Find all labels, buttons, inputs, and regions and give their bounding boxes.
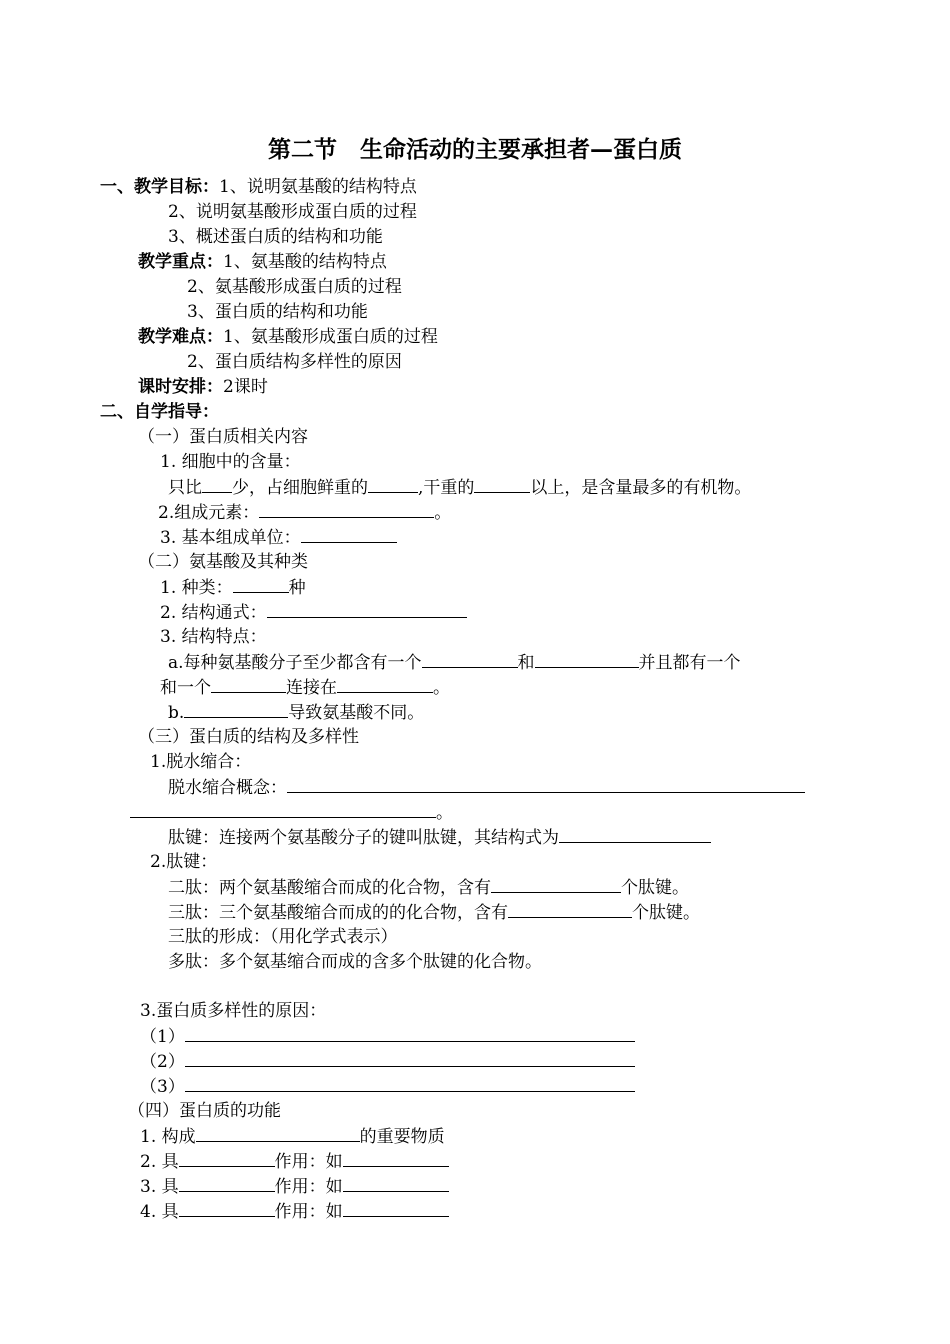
tripeptide-line bbox=[168, 901, 700, 924]
fill-blank[interactable] bbox=[508, 901, 632, 918]
text-segment: 2. 结构通式： bbox=[160, 603, 267, 623]
text-segment: 三肽：三个氨基酸缩合而成的的化合物，含有 bbox=[168, 903, 508, 923]
concept-line-continued bbox=[130, 801, 453, 824]
key-points-heading: 教学重点： bbox=[138, 252, 223, 272]
teaching-key-points bbox=[138, 251, 387, 273]
part-4-heading: （四）蛋白质的功能 bbox=[128, 1101, 281, 1121]
part-2-heading: （二）氨基酸及其种类 bbox=[138, 552, 308, 572]
text-segment: 4. 具 bbox=[140, 1202, 179, 1222]
section-2-heading: 二、自学指导： bbox=[100, 402, 219, 422]
content-item: 1. 细胞中的含量： bbox=[160, 452, 301, 472]
feature-b bbox=[168, 701, 424, 724]
fill-blank[interactable] bbox=[343, 1175, 449, 1192]
fill-blank[interactable] bbox=[179, 1150, 275, 1167]
text-segment: 3. 基本组成单位： bbox=[160, 528, 301, 548]
fill-blank[interactable] bbox=[185, 1050, 635, 1067]
text-segment: 。 bbox=[434, 503, 452, 523]
fill-blank[interactable] bbox=[211, 676, 286, 693]
feature-a bbox=[168, 651, 741, 674]
function-4 bbox=[140, 1200, 449, 1223]
function-2 bbox=[140, 1150, 449, 1173]
fill-blank[interactable] bbox=[343, 1150, 449, 1167]
function-1 bbox=[140, 1125, 445, 1148]
difficulties-heading: 教学难点： bbox=[138, 327, 223, 347]
fill-blank[interactable] bbox=[233, 576, 289, 593]
polypeptide-line: 多肽：多个氨基缩合而成的含多个肽键的化合物。 bbox=[168, 952, 542, 972]
text-segment: 3. 具 bbox=[140, 1177, 179, 1197]
text-segment: 导致氨基酸不同。 bbox=[288, 703, 425, 723]
text-segment: 个肽键。 bbox=[632, 903, 700, 923]
text-segment: 种 bbox=[288, 578, 306, 598]
class-hours-heading: 课时安排： bbox=[138, 377, 223, 397]
goal-1: 1、说明氨基酸的结构特点 bbox=[219, 177, 417, 197]
fill-blank[interactable] bbox=[337, 676, 433, 693]
fill-blank[interactable] bbox=[474, 476, 530, 493]
text-segment: 作用：如 bbox=[274, 1177, 343, 1197]
goal-3: 3、概述蛋白质的结构和功能 bbox=[168, 227, 383, 247]
types-item bbox=[160, 576, 306, 599]
part-1-heading: （一）蛋白质相关内容 bbox=[138, 427, 308, 447]
text-segment: 少，占细胞鲜重的 bbox=[232, 478, 368, 498]
text-segment: （3） bbox=[140, 1077, 185, 1097]
goal-2: 2、说明氨基酸形成蛋白质的过程 bbox=[168, 202, 417, 222]
page-title: 第二节 生命活动的主要承担者—蛋白质 bbox=[268, 136, 682, 163]
reason-2 bbox=[140, 1050, 635, 1073]
fill-blank[interactable] bbox=[259, 501, 434, 518]
text-segment: a.每种氨基酸分子至少都含有一个 bbox=[168, 653, 422, 673]
fill-blank[interactable] bbox=[535, 651, 639, 668]
reason-1 bbox=[140, 1025, 635, 1048]
text-segment: 只比 bbox=[168, 478, 202, 498]
text-segment: 个肽键。 bbox=[621, 878, 689, 898]
fill-blank[interactable] bbox=[368, 476, 418, 493]
text-segment: 和一个 bbox=[160, 678, 211, 698]
text-segment: 2. 具 bbox=[140, 1152, 179, 1172]
dipeptide-line bbox=[168, 876, 689, 899]
fill-blank[interactable] bbox=[202, 476, 232, 493]
fill-blank[interactable] bbox=[179, 1200, 275, 1217]
text-segment: 和 bbox=[517, 653, 535, 673]
fill-blank[interactable] bbox=[185, 1025, 635, 1042]
text-segment: 。 bbox=[433, 678, 450, 698]
text-segment: 1. 种类： bbox=[160, 578, 233, 598]
text-segment: 的重要物质 bbox=[359, 1127, 445, 1147]
text-segment: 并且都有一个 bbox=[638, 653, 741, 673]
fill-blank[interactable] bbox=[196, 1125, 360, 1142]
key-point-1: 1、氨基酸的结构特点 bbox=[223, 252, 387, 272]
text-segment: 脱水缩合概念： bbox=[168, 778, 287, 798]
class-hours bbox=[138, 376, 268, 398]
text-segment: 二肽：两个氨基酸缩合而成的化合物，含有 bbox=[168, 878, 491, 898]
key-point-3: 3、蛋白质的结构和功能 bbox=[187, 302, 368, 322]
section-1-heading: 一、教学目标： bbox=[100, 177, 219, 197]
fill-blank[interactable] bbox=[343, 1200, 449, 1217]
concept-line bbox=[168, 776, 805, 799]
text-segment: ,干重的 bbox=[418, 478, 475, 498]
teaching-difficulties bbox=[138, 326, 438, 348]
content-sentence bbox=[168, 476, 751, 499]
difficulty-2: 2、蛋白质结构多样性的原因 bbox=[187, 352, 402, 372]
fill-blank[interactable] bbox=[185, 1075, 635, 1092]
teaching-goals bbox=[100, 176, 417, 198]
fill-blank[interactable] bbox=[559, 826, 711, 843]
text-segment: （2） bbox=[140, 1052, 185, 1072]
class-hours-value: 2课时 bbox=[223, 377, 268, 397]
text-segment: b. bbox=[168, 703, 185, 723]
fill-blank[interactable] bbox=[491, 876, 621, 893]
text-segment: 1. 构成 bbox=[140, 1127, 196, 1147]
fill-blank[interactable] bbox=[130, 801, 436, 818]
text-segment: 。 bbox=[436, 803, 453, 823]
text-segment: 作用：如 bbox=[274, 1202, 343, 1222]
elements-item bbox=[158, 501, 451, 524]
peptide-item: 2.肽键： bbox=[150, 852, 218, 872]
dehydration-item: 1.脱水缩合： bbox=[150, 752, 252, 772]
fill-blank[interactable] bbox=[301, 526, 397, 543]
fill-blank[interactable] bbox=[179, 1175, 275, 1192]
tripeptide-formation: 三肽的形成：（用化学式表示） bbox=[168, 927, 398, 947]
feature-a-continued bbox=[160, 676, 450, 699]
peptide-bond-definition bbox=[168, 826, 711, 849]
text-segment: 肽键：连接两个氨基酸分子的键叫肽键，其结构式为 bbox=[168, 828, 559, 848]
fill-blank[interactable] bbox=[267, 601, 467, 618]
text-segment: （1） bbox=[140, 1027, 185, 1047]
fill-blank[interactable] bbox=[422, 651, 518, 668]
diversity-item: 3.蛋白质多样性的原因： bbox=[140, 1001, 327, 1021]
text-segment: 作用：如 bbox=[274, 1152, 343, 1172]
difficulty-1: 1、氨基酸形成蛋白质的过程 bbox=[223, 327, 438, 347]
features-item: 3. 结构特点： bbox=[160, 627, 267, 647]
part-3-heading: （三）蛋白质的结构及多样性 bbox=[138, 727, 359, 747]
formula-item bbox=[160, 601, 467, 624]
fill-blank[interactable] bbox=[287, 776, 805, 793]
key-point-2: 2、氨基酸形成蛋白质的过程 bbox=[187, 277, 402, 297]
text-segment: 连接在 bbox=[286, 678, 337, 698]
function-3 bbox=[140, 1175, 449, 1198]
fill-blank[interactable] bbox=[184, 701, 288, 718]
reason-3 bbox=[140, 1075, 635, 1098]
unit-item bbox=[160, 526, 397, 549]
text-segment: 2.组成元素： bbox=[158, 503, 260, 523]
text-segment: 以上，是含量最多的有机物。 bbox=[530, 478, 752, 498]
